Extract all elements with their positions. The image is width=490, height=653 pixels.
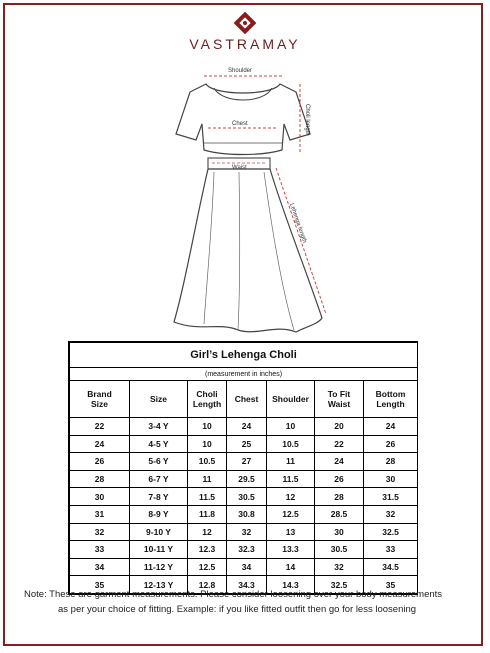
waist-label: Waist (232, 165, 247, 171)
table-cell: 11-12 Y (130, 558, 188, 576)
note-line-1: Note: These are garment measurements. Please consider loosening over your body measurements (24, 589, 443, 600)
table-cell: 32.5 (315, 576, 364, 594)
table-cell: 32 (364, 505, 418, 523)
table-cell: 4-5 Y (130, 435, 188, 453)
table-cell: 34.3 (227, 576, 267, 594)
table-row (70, 488, 418, 506)
table-cell: 28 (70, 470, 130, 488)
choli-length-label: Choli length (304, 104, 310, 136)
col-header-bottom-length: Bottom Length (364, 381, 418, 418)
table-cell: 13 (267, 523, 315, 541)
col-header-chest: Chest (227, 381, 267, 418)
table-cell: 26 (364, 435, 418, 453)
table-cell: 20 (315, 418, 364, 436)
table-cell: 12-13 Y (130, 576, 188, 594)
brand-name: VASTRAMAY (189, 36, 301, 52)
col-header-waist: To Fit Waist (315, 381, 364, 418)
table-cell: 34.5 (364, 558, 418, 576)
table-cell: 34 (70, 558, 130, 576)
table-cell: 5-6 Y (130, 453, 188, 471)
table-cell: 9-10 Y (130, 523, 188, 541)
table-cell: 10 (188, 418, 227, 436)
table-cell: 7-8 Y (130, 488, 188, 506)
table-cell: 11 (188, 470, 227, 488)
size-chart-table (68, 341, 418, 595)
table-cell: 30.5 (227, 488, 267, 506)
measurement-note (24, 587, 476, 617)
table-cell: 10.5 (267, 435, 315, 453)
table-cell: 26 (70, 453, 130, 471)
table-row (70, 541, 418, 559)
table-cell: 30 (315, 523, 364, 541)
table-cell: 30 (364, 470, 418, 488)
table-cell: 10-11 Y (130, 541, 188, 559)
table-cell: 32 (227, 523, 267, 541)
table-cell: 14 (267, 558, 315, 576)
table-cell: 35 (70, 576, 130, 594)
table-row (70, 523, 418, 541)
table-cell: 29.5 (227, 470, 267, 488)
table-cell: 32.5 (364, 523, 418, 541)
table-cell: 14.3 (267, 576, 315, 594)
note-line-2: as per your choice of fitting. Example: if you like fitted outfit then go for less loosening (58, 604, 417, 615)
table-cell: 34 (227, 558, 267, 576)
table-cell: 24 (364, 418, 418, 436)
table-cell: 10.5 (188, 453, 227, 471)
table-cell: 28 (364, 453, 418, 471)
col-header-size: Size (130, 381, 188, 418)
table-cell: 33 (70, 541, 130, 559)
col-header-brand-size: Brand Size (70, 381, 130, 418)
table-row (70, 453, 418, 471)
table-cell: 10 (188, 435, 227, 453)
table-row (70, 418, 418, 436)
col-header-choli-length: Choli Length (188, 381, 227, 418)
table-subtitle: (measurement in inches) (70, 368, 418, 381)
table-cell: 22 (70, 418, 130, 436)
table-row (70, 505, 418, 523)
table-cell: 32 (315, 558, 364, 576)
table-cell: 6-7 Y (130, 470, 188, 488)
table-cell: 11.5 (267, 470, 315, 488)
table-row (70, 470, 418, 488)
table-cell: 11.8 (188, 505, 227, 523)
table-cell: 33 (364, 541, 418, 559)
choli-outline (176, 84, 310, 155)
lehenga-outline (174, 169, 322, 332)
table-cell: 32.3 (227, 541, 267, 559)
table-cell: 31 (70, 505, 130, 523)
table-cell: 12 (188, 523, 227, 541)
table-cell: 30 (70, 488, 130, 506)
table-row (70, 558, 418, 576)
table-header-row (70, 381, 418, 418)
chest-label: Chest (232, 121, 248, 127)
table-cell: 11.5 (188, 488, 227, 506)
table-cell: 24 (315, 453, 364, 471)
table-cell: 12.3 (188, 541, 227, 559)
table-cell: 25 (227, 435, 267, 453)
table-cell: 12 (267, 488, 315, 506)
table-cell: 22 (315, 435, 364, 453)
table-cell: 24 (70, 435, 130, 453)
table-cell: 35 (364, 576, 418, 594)
table-cell: 11 (267, 453, 315, 471)
shoulder-label: Shoulder (228, 68, 253, 74)
table-cell: 12.8 (188, 576, 227, 594)
table-cell: 10 (267, 418, 315, 436)
table-cell: 30.5 (315, 541, 364, 559)
table-cell: 12.5 (188, 558, 227, 576)
table-cell: 30.8 (227, 505, 267, 523)
table-cell: 28 (315, 488, 364, 506)
table-row (70, 435, 418, 453)
table-cell: 12.5 (267, 505, 315, 523)
table-cell: 32 (70, 523, 130, 541)
table-cell: 28.5 (315, 505, 364, 523)
choli-neckline (214, 88, 272, 100)
lehenga-length-label: Lehenga length (288, 202, 308, 244)
table-cell: 8-9 Y (130, 505, 188, 523)
table-cell: 24 (227, 418, 267, 436)
col-header-shoulder: Shoulder (267, 381, 315, 418)
table-cell: 31.5 (364, 488, 418, 506)
table-cell: 27 (227, 453, 267, 471)
table-cell: 26 (315, 470, 364, 488)
table-cell: 13.3 (267, 541, 315, 559)
table-title: Girl’s Lehenga Choli (70, 343, 418, 368)
table-cell: 3-4 Y (130, 418, 188, 436)
